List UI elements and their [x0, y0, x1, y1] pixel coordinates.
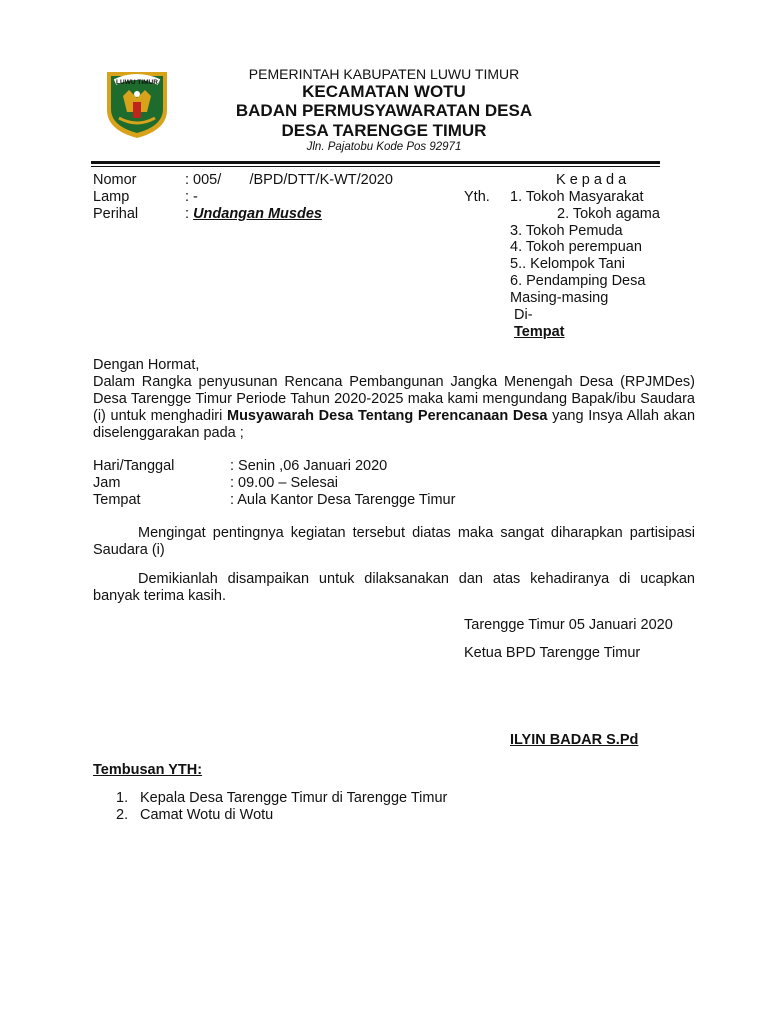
schedule-label: Hari/Tanggal	[93, 458, 175, 474]
perihal-line	[185, 206, 322, 222]
tembusan-item: Kepala Desa Tarengge Timur di Tarengge Timur	[140, 790, 448, 806]
recipient-item: 6. Pendamping Desa	[510, 273, 646, 289]
signer-name: ILYIN BADAR S.Pd	[510, 732, 639, 748]
tembusan-heading: Tembusan YTH:	[93, 762, 203, 778]
tembusan-number: 1.	[116, 790, 129, 806]
schedule-value: : Senin ,06 Januari 2020	[230, 458, 388, 474]
schedule-label: Jam	[93, 475, 121, 491]
letterhead-bpd: BADAN PERMUSYAWARATAN DESA	[235, 101, 533, 120]
recipient-masing: Masing-masing	[510, 290, 609, 306]
yth-label: Yth.	[464, 189, 490, 205]
perihal-value: Undangan Musdes	[193, 206, 322, 222]
recipient-tempat: Tempat	[514, 324, 565, 340]
recipient-item: 2. Tokoh agama	[557, 206, 660, 222]
perihal-label: Perihal	[93, 206, 139, 222]
tembusan-item: Camat Wotu di Wotu	[140, 807, 274, 823]
recipient-di: Di-	[514, 307, 533, 323]
lamp-label: Lamp	[93, 189, 130, 205]
recipient-item: 1. Tokoh Masyarakat	[510, 189, 644, 205]
perihal-colon: :	[185, 206, 194, 222]
kepada-label: K e p a d a	[556, 172, 627, 188]
letterhead-desa: DESA TARENGGE TIMUR	[281, 121, 487, 140]
letterhead-rule-thin	[91, 166, 660, 167]
event-title: Musyawarah Desa Tentang Perencanaan Desa	[227, 408, 548, 424]
closing-paragraph: Demikianlah disampaikan untuk dilaksanakan dan atas kehadiranya di ucapkan banyak terima kasih.	[93, 571, 695, 604]
expectation-paragraph: Mengingat pentingnya kegiatan tersebut diatas maka sangat diharapkan partisipasi Saudara (i)	[93, 525, 695, 558]
greeting: Dengan Hormat,	[93, 357, 200, 373]
schedule-value: : 09.00 – Selesai	[230, 475, 339, 491]
opening-text: Dalam Rangka penyusunan Rencana Pembangunan Jangka Menengah Desa (RPJMDes) Desa Tarengge Timur Periode Tahun 2020-2025 maka kami mengundang Bapak/ibu Saudara (i) untuk menghadiri	[93, 374, 695, 424]
schedule-label: Tempat	[93, 492, 141, 508]
nomor-value: : 005/ /BPD/DTT/K-WT/2020	[185, 172, 393, 188]
opening-text-end: yang Insya Allah akan diselenggarakan pada ;	[93, 408, 696, 441]
recipient-item: 3. Tokoh Pemuda	[510, 223, 623, 239]
letterhead-address: Jln. Pajatobu Kode Pos 92971	[306, 141, 462, 153]
logo-text: LUWU TIMUR	[116, 79, 158, 86]
signer-title: Ketua BPD Tarengge Timur	[464, 645, 641, 661]
letterhead-rule-thick	[91, 161, 660, 164]
nomor-label: Nomor	[93, 172, 137, 188]
tembusan-number: 2.	[116, 807, 129, 823]
letterhead-kecamatan: KECAMATAN WOTU	[302, 82, 466, 101]
opening-paragraph	[93, 374, 695, 442]
lamp-value: : -	[185, 189, 198, 205]
recipient-item: 4. Tokoh perempuan	[510, 239, 642, 255]
place-date: Tarengge Timur 05 Januari 2020	[464, 617, 673, 633]
letterhead-government: PEMERINTAH KABUPATEN LUWU TIMUR	[248, 66, 520, 82]
schedule-value: : Aula Kantor Desa Tarengge Timur	[230, 492, 456, 508]
recipient-item: 5.. Kelompok Tani	[510, 256, 625, 272]
